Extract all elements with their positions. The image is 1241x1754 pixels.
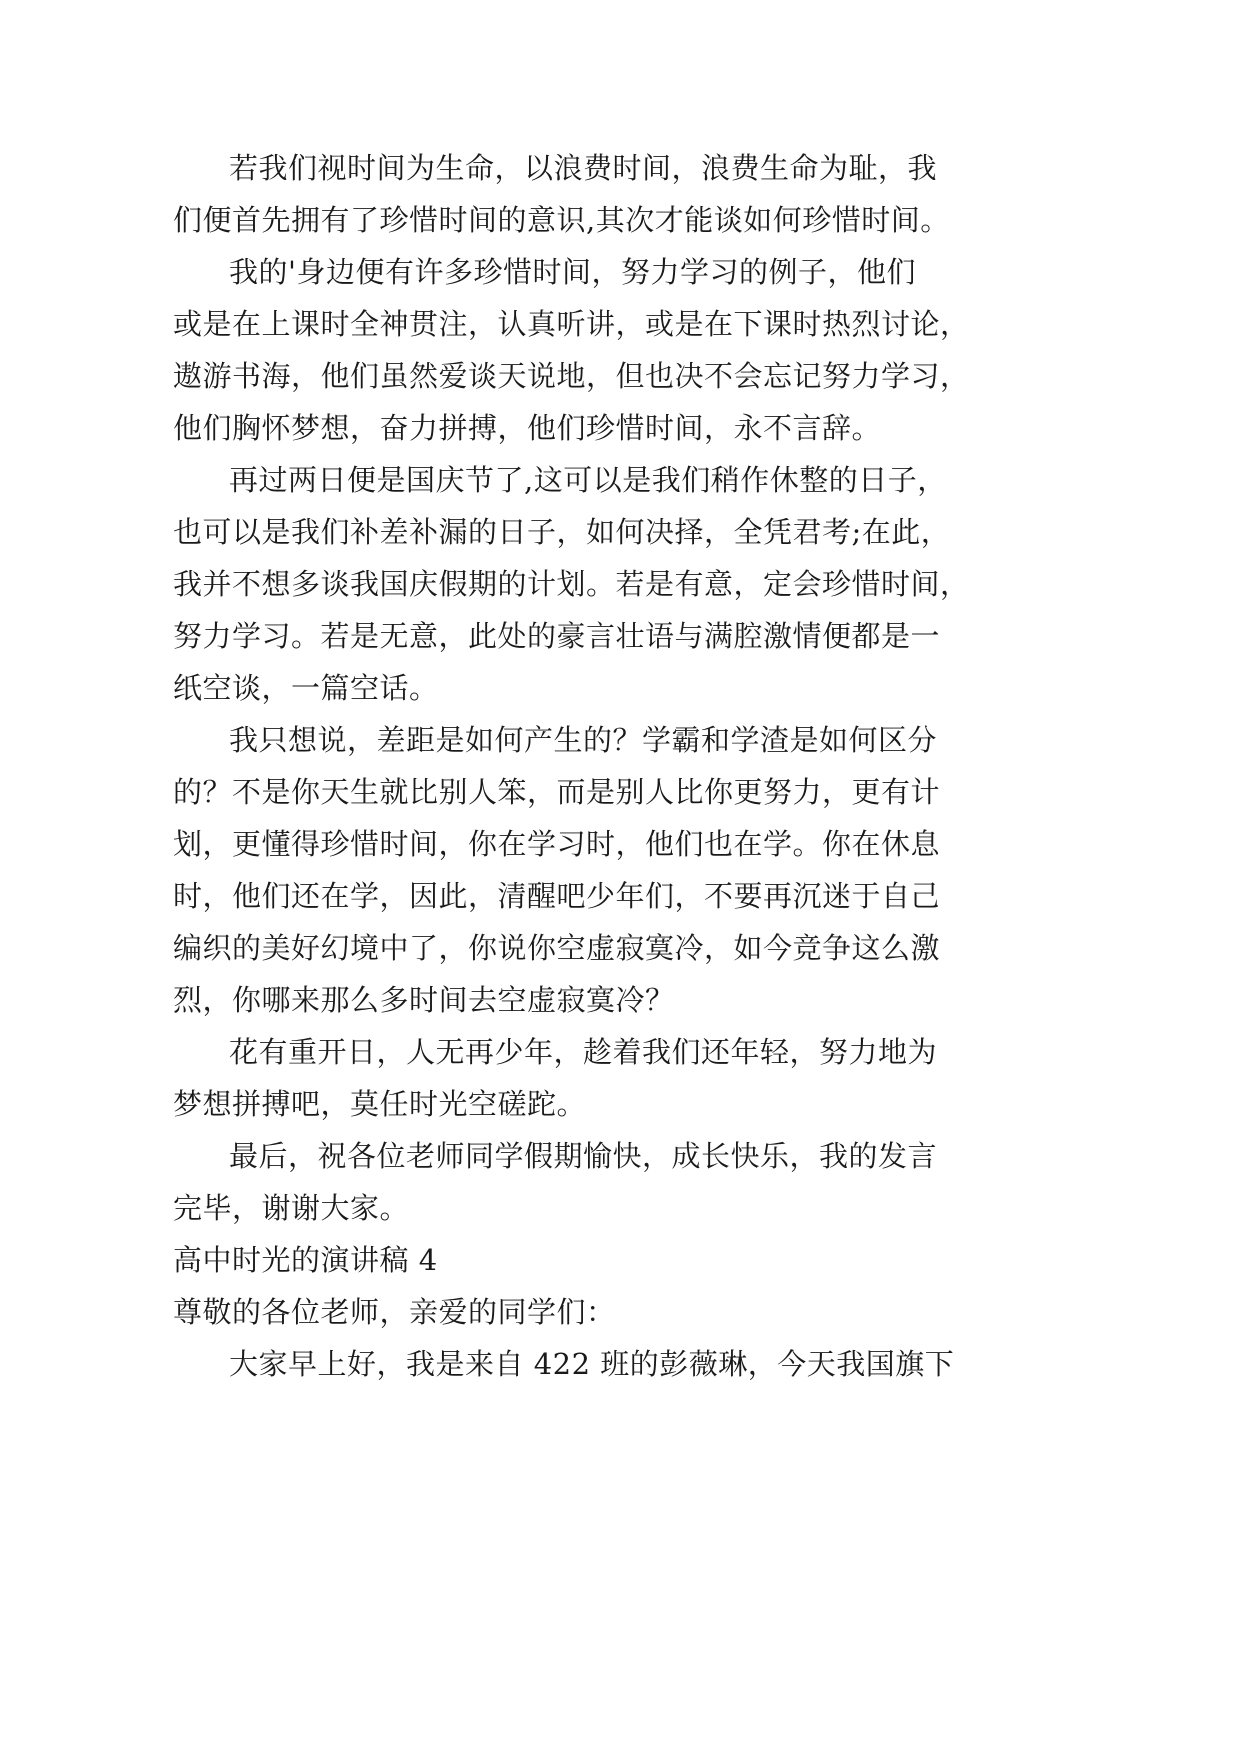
paragraph-line: 完毕，谢谢大家。 — [173, 1191, 410, 1225]
salutation: 尊敬的各位老师，亲爱的同学们： — [173, 1295, 616, 1329]
paragraph-line: 再过两日便是国庆节了,这可以是我们稍作休整的日子， — [229, 463, 947, 497]
paragraph-line: 遨游书海，他们虽然爱谈天说地，但也决不会忘记努力学习， — [173, 359, 970, 393]
paragraph-line: 我并不想多谈我国庆假期的计划。若是有意，定会珍惜时间， — [173, 567, 970, 601]
section-heading: 高中时光的演讲稿 4 — [173, 1243, 438, 1277]
paragraph-line: 大家早上好，我是来自 422 班的彭薇琳，今天我国旗下 — [229, 1347, 955, 1381]
paragraph-line: 编织的美好幻境中了，你说你空虚寂寞冷，如今竞争这么激 — [173, 931, 941, 965]
paragraph-line: 烈，你哪来那么多时间去空虚寂寞冷？ — [173, 983, 675, 1017]
paragraph-line: 若我们视时间为生命，以浪费时间，浪费生命为耻，我 — [229, 151, 938, 185]
paragraph-line: 努力学习。若是无意，此处的豪言壮语与满腔激情便都是一 — [173, 619, 941, 653]
paragraph-line: 我只想说，差距是如何产生的？学霸和学渣是如何区分 — [229, 723, 938, 757]
paragraph-line: 的？不是你天生就比别人笨，而是别人比你更努力，更有计 — [173, 775, 941, 809]
paragraph-line: 纸空谈，一篇空话。 — [173, 671, 439, 705]
paragraph-line: 我的'身边便有许多珍惜时间，努力学习的例子，他们 — [229, 255, 916, 289]
paragraph-line: 或是在上课时全神贯注，认真听讲，或是在下课时热烈讨论， — [173, 307, 970, 341]
paragraph-line: 最后，祝各位老师同学假期愉快，成长快乐，我的发言 — [229, 1139, 938, 1173]
paragraph-line: 划，更懂得珍惜时间，你在学习时，他们也在学。你在休息 — [173, 827, 941, 861]
paragraph-line: 梦想拼搏吧，莫任时光空磋跎。 — [173, 1087, 587, 1121]
paragraph-line: 他们胸怀梦想，奋力拼搏，他们珍惜时间，永不言辞。 — [173, 411, 882, 445]
paragraph-line: 花有重开日，人无再少年，趁着我们还年轻，努力地为 — [229, 1035, 938, 1069]
paragraph-line: 也可以是我们补差补漏的日子，如何决择，全凭君考;在此， — [173, 515, 951, 549]
paragraph-line: 时，他们还在学，因此，清醒吧少年们，不要再沉迷于自己 — [173, 879, 941, 913]
paragraph-line: 们便首先拥有了珍惜时间的意识,其次才能谈如何珍惜时间。 — [173, 203, 950, 237]
